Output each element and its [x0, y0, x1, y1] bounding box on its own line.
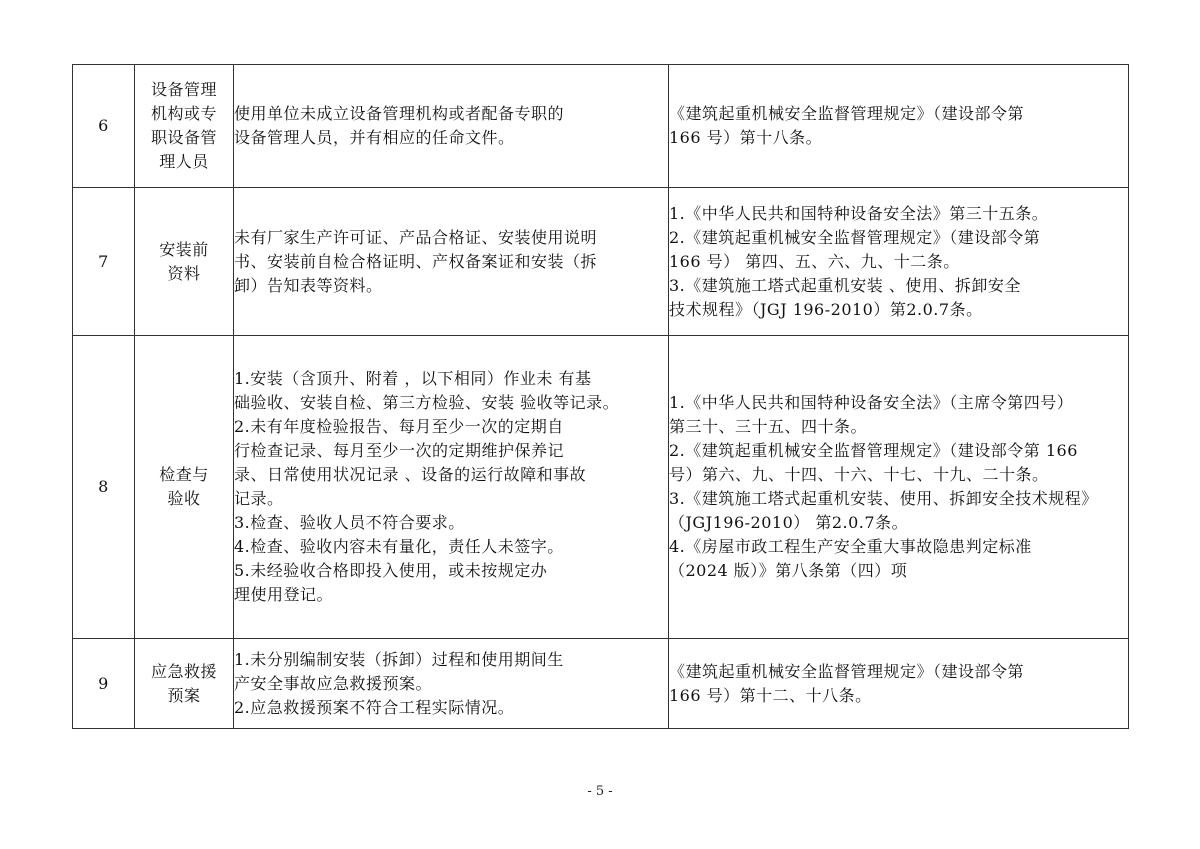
description-line: 未有厂家生产许可证、产品合格证、安装使用说明: [234, 227, 598, 247]
description-line: 1.未分别编制安装（拆卸）过程和使用期间生: [234, 649, 564, 669]
basis-line: （2024 版）》第八条第（四）项: [669, 561, 908, 580]
description-cell: [234, 639, 669, 729]
row-number: 9: [73, 639, 135, 729]
table-row: [73, 336, 1129, 639]
description-line: 录、日常使用状况记录 、设备的运行故障和事故: [234, 465, 587, 484]
basis-line: 166 号） 第四、五、六、九、十二条。: [669, 251, 960, 271]
item-name-line: 应急救援: [150, 661, 217, 681]
table-row: [73, 188, 1129, 336]
description-line: 1.安装（含顶升、附着 ，以下相同）作业未 有基: [234, 369, 592, 388]
row-number: 7: [73, 188, 135, 336]
item-name-cell: [135, 188, 234, 336]
description-cell: [234, 65, 669, 188]
description-line: 记录。: [234, 489, 284, 508]
basis-cell: [669, 65, 1129, 188]
basis-line: 2.《建筑起重机械安全监督管理规定》（建设部令第 166: [669, 441, 1078, 460]
description-cell: [234, 188, 669, 336]
basis-cell: [669, 188, 1129, 336]
item-name-cell: [135, 65, 234, 188]
row-number: 6: [73, 65, 135, 188]
basis-line: 3.《建筑施工塔式起重机安装、使用、拆卸安全技术规程》: [669, 489, 1098, 508]
basis-line: 《建筑起重机械安全监督管理规定》（建设部令第: [669, 661, 1025, 681]
item-name-line: 设备管理: [150, 80, 217, 99]
item-name-line: 理人员: [159, 152, 209, 171]
description-line: 4.检查、验收内容未有量化，责任人未签字。: [234, 537, 564, 556]
description-line: 行检查记录、每月至少一次的定期维护保养记: [234, 441, 565, 460]
basis-line: 166 号）第十二、十八条。: [669, 685, 872, 705]
item-name-line: 安装前: [159, 239, 209, 259]
description-cell: [234, 336, 669, 639]
description-line: 设备管理人员，并有相应的任命文件。: [234, 128, 515, 147]
description-line: 理使用登记。: [234, 585, 334, 604]
item-name-line: 职设备管: [150, 128, 217, 147]
item-name-cell: [135, 336, 234, 639]
basis-cell: [669, 336, 1129, 639]
item-name-cell: [135, 639, 234, 729]
basis-line: 166 号）第十八条。: [669, 128, 823, 147]
hazard-table: [72, 64, 1129, 729]
description-line: 2.应急救援预案不符合工程实际情况。: [234, 697, 515, 717]
basis-line: 2.《建筑起重机械安全监督管理规定》（建设部令第: [669, 227, 1041, 247]
basis-cell: [669, 639, 1129, 729]
basis-line: 1.《中华人民共和国特种设备安全法》第三十五条。: [669, 203, 1049, 223]
table-row: [73, 65, 1129, 188]
item-name-line: 机构或专: [150, 104, 217, 123]
description-line: 产安全事故应急救援预案。: [234, 673, 433, 693]
page-number: - 5 -: [587, 784, 613, 799]
row-number: 8: [73, 336, 135, 639]
description-line: 2.未有年度检验报告、每月至少一次的定期自: [234, 417, 564, 436]
description-line: 5.未经验收合格即投入使用，或未按规定办: [234, 561, 548, 580]
table-row: [73, 639, 1129, 729]
basis-line: 4.《房屋市政工程生产安全重大事故隐患判定标准: [669, 537, 1032, 556]
item-name-line: 验收: [167, 489, 201, 508]
basis-line: 3.《建筑施工塔式起重机安装 、使用、拆卸安全: [669, 275, 1021, 295]
description-line: 卸）告知表等资料。: [234, 275, 383, 295]
basis-line: 第三十、三十五、四十条。: [669, 417, 868, 436]
description-line: 使用单位未成立设备管理机构或者配备专职的: [234, 104, 565, 123]
basis-line: 技术规程》（JGJ 196-2010）第2.0.7条。: [669, 299, 983, 319]
item-name-line: 资料: [167, 263, 201, 283]
description-line: 础验收、安装自检、第三方检验、安装 验收等记录。: [234, 393, 620, 412]
basis-line: 1.《中华人民共和国特种设备安全法》（主席令第四号）: [669, 393, 1074, 412]
description-line: 书、安装前自检合格证明、产权备案证和安装（拆: [234, 251, 598, 271]
item-name-line: 预案: [167, 685, 201, 705]
basis-line: 号）第六、九、十四、十六、十七、十九、二十条。: [669, 465, 1049, 484]
basis-line: （JGJ196-2010） 第2.0.7条。: [669, 513, 909, 532]
description-line: 3.检查、验收人员不符合要求。: [234, 513, 465, 532]
basis-line: 《建筑起重机械安全监督管理规定》（建设部令第: [669, 104, 1025, 123]
item-name-line: 检查与: [159, 465, 209, 484]
